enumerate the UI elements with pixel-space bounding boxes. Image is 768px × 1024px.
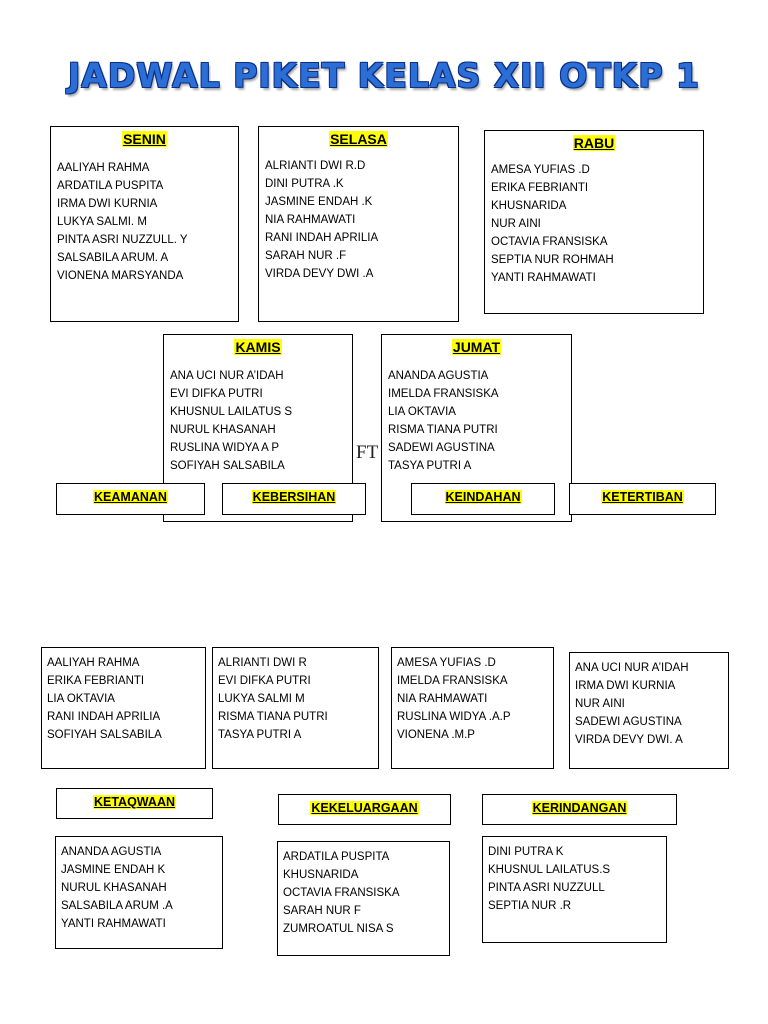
list-item: NURUL KHASANAH	[170, 424, 276, 436]
section-list-ketaqwaan	[55, 836, 223, 949]
list-item: RANI INDAH APRILIA	[265, 232, 379, 244]
list-item: IRMA DWI KURNIA	[57, 198, 158, 210]
list-item: SADEWI AGUSTINA	[575, 716, 682, 728]
section-tag-keamanan	[56, 483, 205, 515]
list-item: VIONENA .M.P	[397, 729, 475, 741]
section-title: KETERTIBAN	[602, 490, 683, 504]
day-title-senin: SENIN	[123, 131, 166, 147]
list-item: YANTI RAHMAWATI	[491, 272, 596, 284]
list-item: SALSABILA ARUM .A	[61, 900, 173, 912]
list-item: NURUL KHASANAH	[61, 882, 167, 894]
list-item: IMELDA FRANSISKA	[388, 388, 499, 400]
section-list-kebersihan	[212, 647, 379, 769]
list-item: AMESA YUFIAS .D	[397, 657, 496, 669]
list-item: ANA UCI NUR A’IDAH	[170, 370, 284, 382]
list-item: ERIKA FEBRIANTI	[47, 675, 145, 687]
day-title-jumat: JUMAT	[452, 339, 501, 355]
list-item: OCTAVIA FRANSISKA	[491, 236, 608, 248]
section-title: KERINDANGAN	[532, 801, 627, 815]
list-item: VIRDA DEVY DWI .A	[265, 268, 374, 280]
list-item: SOFIYAH SALSABILA	[47, 729, 162, 741]
day-box-selasa	[258, 126, 459, 322]
section-tag-keindahan	[411, 483, 555, 515]
section-title: KEAMANAN	[94, 490, 167, 504]
list-item: ALRIANTI DWI R.D	[265, 160, 366, 172]
list-item: RUSLINA WIDYA A P	[170, 442, 280, 454]
section-tag-kebersihan	[222, 483, 366, 515]
list-item: VIRDA DEVY DWI. A	[575, 734, 683, 746]
section-list-kerindangan	[482, 836, 667, 943]
list-item: IRMA DWI KURNIA	[575, 680, 676, 692]
list-item: DINI PUTRA K	[488, 846, 564, 858]
list-item: AALIYAH RAHMA	[57, 162, 150, 174]
section-title: KETAQWAAN	[93, 795, 175, 809]
list-item: AALIYAH RAHMA	[47, 657, 140, 669]
day-title-selasa: SELASA	[330, 131, 387, 147]
list-item: SADEWI AGUSTINA	[388, 442, 495, 454]
section-tag-kekeluargaan	[278, 794, 451, 825]
list-item: EVI DIFKA PUTRI	[170, 388, 263, 400]
list-item: LUKYA SALMI. M	[57, 216, 147, 228]
list-item: JASMINE ENDAH .K	[265, 196, 373, 208]
list-item: ARDATILA PUSPITA	[283, 851, 390, 863]
list-item: TASYA PUTRI A	[218, 729, 302, 741]
list-item: ANA UCI NUR A’IDAH	[575, 662, 689, 674]
list-item: KHUSNUL LAILATUS S	[170, 406, 293, 418]
section-title: KEINDAHAN	[445, 490, 521, 504]
list-item: ALRIANTI DWI R	[218, 657, 307, 669]
section-tag-kerindangan	[482, 794, 677, 825]
list-item: KHUSNARIDA	[491, 200, 567, 212]
section-tag-ketertiban	[569, 483, 716, 515]
list-item: SOFIYAH SALSABILA	[170, 460, 285, 472]
day-member-list	[51, 159, 238, 285]
section-title: KEBERSIHAN	[252, 490, 336, 504]
section-list-keindahan	[391, 647, 554, 769]
list-item: SEPTIA NUR ROHMAH	[491, 254, 614, 266]
list-item: SARAH NUR .F	[265, 250, 347, 262]
day-box-senin	[50, 126, 239, 322]
list-item: IMELDA FRANSISKA	[397, 675, 508, 687]
list-item: NIA RAHMAWATI	[397, 693, 488, 705]
list-item: JASMINE ENDAH K	[61, 864, 166, 876]
list-item: ARDATILA PUSPITA	[57, 180, 164, 192]
list-item: LIA OKTAVIA	[47, 693, 115, 705]
list-item: DINI PUTRA .K	[265, 178, 344, 190]
page-title: JADWAL PIKET KELAS XII OTKP 1	[68, 56, 700, 95]
section-list-ketertiban	[569, 652, 729, 769]
day-title-kamis: KAMIS	[235, 339, 281, 355]
day-box-rabu	[484, 130, 704, 314]
list-item: PINTA ASRI NUZZULL	[488, 882, 605, 894]
list-item: RISMA TIANA PUTRI	[218, 711, 328, 723]
watermark-text: FT	[356, 442, 379, 463]
section-title: KEKELUARGAAN	[311, 801, 418, 815]
list-item: NIA RAHMAWATI	[265, 214, 356, 226]
list-item: ZUMROATUL NISA S	[283, 923, 394, 935]
day-member-list	[382, 367, 571, 475]
day-member-list	[259, 157, 458, 283]
list-item: RUSLINA WIDYA .A.P	[397, 711, 511, 723]
day-member-list	[485, 161, 703, 287]
list-item: NUR AINI	[575, 698, 625, 710]
list-item: RANI INDAH APRILIA	[47, 711, 161, 723]
list-item: KHUSNUL LAILATUS.S	[488, 864, 611, 876]
section-list-kekeluargaan	[277, 841, 450, 956]
list-item: ANANDA AGUSTIA	[388, 370, 489, 382]
list-item: KHUSNARIDA	[283, 869, 359, 881]
day-title-rabu: RABU	[573, 135, 615, 151]
list-item: SEPTIA NUR .R	[488, 900, 572, 912]
list-item: ANANDA AGUSTIA	[61, 846, 162, 858]
list-item: LIA OKTAVIA	[388, 406, 456, 418]
list-item: ERIKA FEBRIANTI	[491, 182, 589, 194]
list-item: VIONENA MARSYANDA	[57, 270, 184, 282]
list-item: YANTI RAHMAWATI	[61, 918, 166, 930]
section-tag-ketaqwaan	[56, 788, 213, 819]
list-item: NUR AINI	[491, 218, 541, 230]
list-item: RISMA TIANA PUTRI	[388, 424, 498, 436]
list-item: SARAH NUR F	[283, 905, 361, 917]
list-item: TASYA PUTRI A	[388, 460, 472, 472]
list-item: AMESA YUFIAS .D	[491, 164, 590, 176]
list-item: OCTAVIA FRANSISKA	[283, 887, 400, 899]
list-item: PINTA ASRI NUZZULL. Y	[57, 234, 188, 246]
list-item: SALSABILA ARUM. A	[57, 252, 169, 264]
section-list-keamanan	[41, 647, 206, 769]
list-item: EVI DIFKA PUTRI	[218, 675, 311, 687]
list-item: LUKYA SALMI M	[218, 693, 305, 705]
day-member-list	[164, 367, 352, 475]
